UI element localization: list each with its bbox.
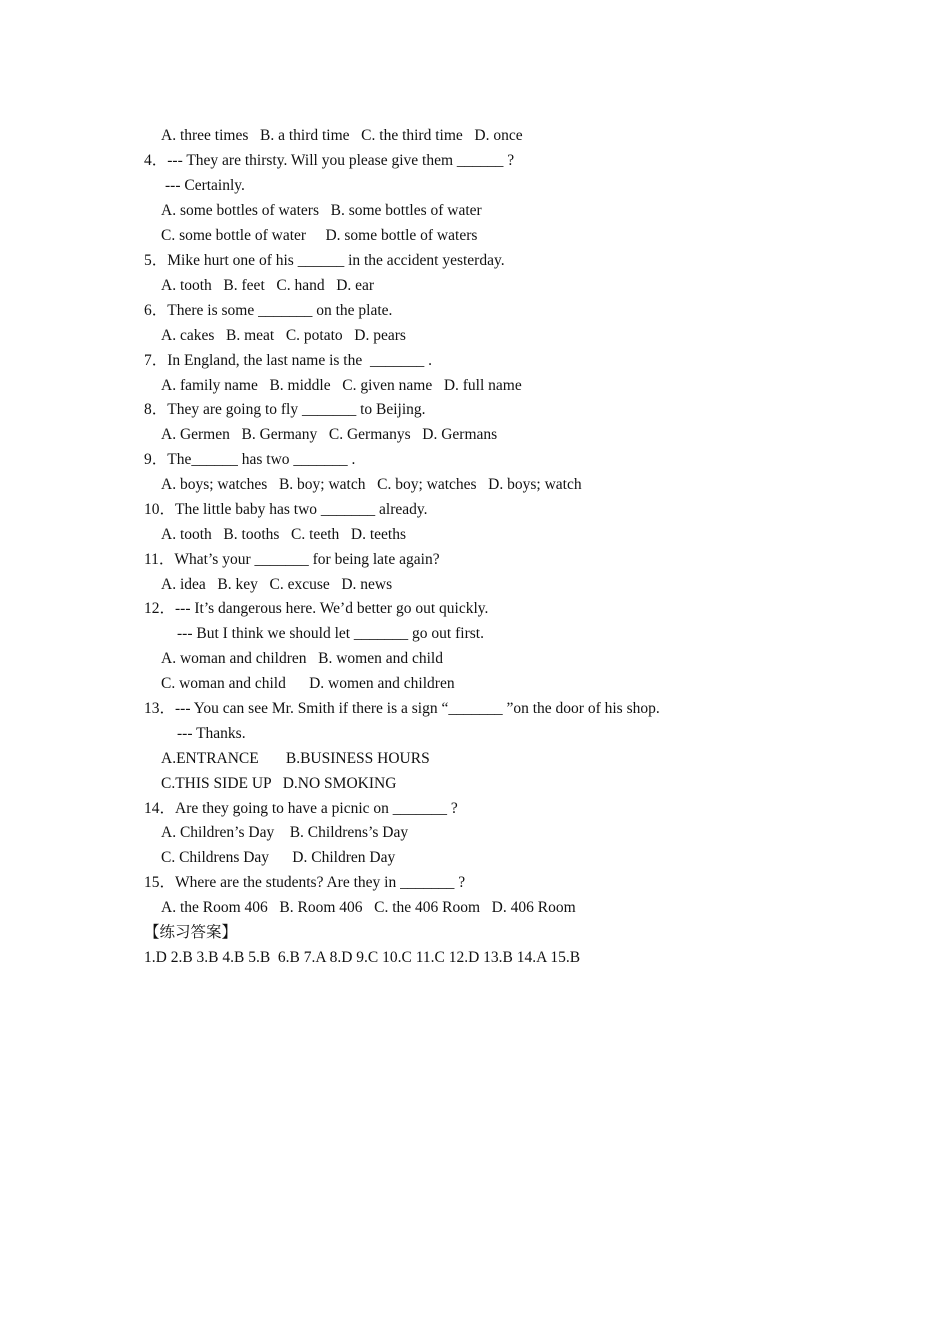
q5-options: A. tooth B. feet C. hand D. ear [161,277,375,294]
question-11: 11．What’s your _______ for being late again? [144,551,440,568]
q4-options-cd: C. some bottle of water D. some bottle of waters [161,227,478,244]
question-15: 15．Where are the students? Are they in _______ ? [144,874,466,891]
question-10: 10．The little baby has two _______ already. [144,501,428,518]
q12-options-ab: A. woman and children B. women and child [161,650,443,667]
question-8: 8．They are going to fly _______ to Beijing. [144,401,426,418]
q13-reply: --- Thanks. [177,725,246,742]
q11-options: A. idea B. key C. excuse D. news [161,576,393,593]
q8-options: A. Germen B. Germany C. Germanys D. Germans [161,426,498,443]
q6-options: A. cakes B. meat C. potato D. pears [161,327,406,344]
question-14: 14．Are they going to have a picnic on _______ ? [144,800,458,817]
q12-reply: --- But I think we should let _______ go out first. [177,625,484,642]
question-12: 12．--- It’s dangerous here. We’d better go out quickly. [144,600,489,617]
q9-options: A. boys; watches B. boy; watch C. boy; watches D. boys; watch [161,476,582,493]
question-6: 6．There is some _______ on the plate. [144,302,393,319]
q10-options: A. tooth B. tooths C. teeth D. teeths [161,526,406,543]
question-13: 13．--- You can see Mr. Smith if there is a sign “_______ ”on the door of his shop. [144,700,660,717]
q4-reply: --- Certainly. [165,177,245,194]
q15-options: A. the Room 406 B. Room 406 C. the 406 Room D. 406 Room [161,899,576,916]
q13-options-cd: C.THIS SIDE UP D.NO SMOKING [161,775,397,792]
question-9: 9．The______ has two _______ . [144,451,356,468]
question-7: 7．In England, the last name is the _______ . [144,352,432,369]
question-4: 4．--- They are thirsty. Will you please give them ______ ? [144,152,515,169]
q12-options-cd: C. woman and child D. women and children [161,675,455,692]
question-5: 5．Mike hurt one of his ______ in the accident yesterday. [144,252,505,269]
q3-options: A. three times B. a third time C. the third time D. once [161,127,523,144]
q14-options-cd: C. Childrens Day D. Children Day [161,849,396,866]
q4-options-ab: A. some bottles of waters B. some bottles of water [161,202,482,219]
q14-options-ab: A. Children’s Day B. Childrens’s Day [161,824,409,841]
answers-list: 1.D 2.B 3.B 4.B 5.B 6.B 7.A 8.D 9.C 10.C 11.C 12.D 13.B 14.A 15.B [144,949,581,966]
q7-options: A. family name B. middle C. given name D. full name [161,377,522,394]
q13-options-ab: A.ENTRANCE B.BUSINESS HOURS [161,750,430,767]
answers-heading: 【练习答案】 [144,924,238,941]
